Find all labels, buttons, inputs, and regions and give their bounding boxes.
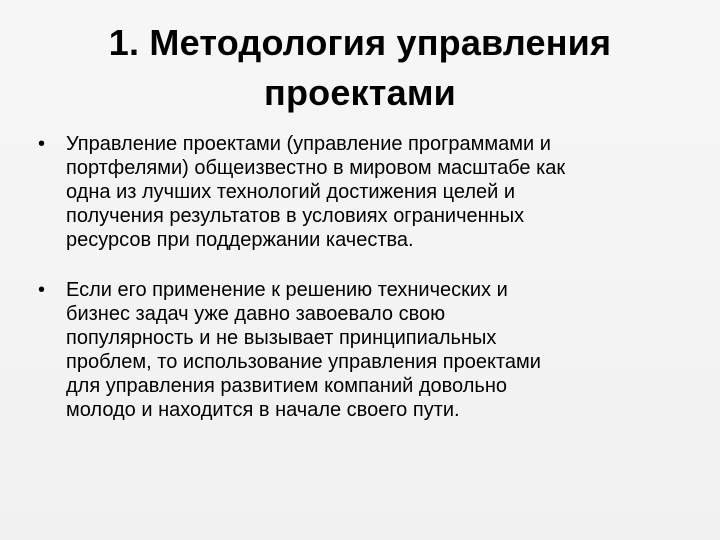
- bullet-text-line: одна из лучших технологий достижения целей и: [66, 181, 516, 203]
- bullet-marker: •: [38, 133, 46, 155]
- bullet-item: [32, 278, 702, 422]
- bullet-text-line: молодо и находится в начале своего пути.: [66, 399, 460, 421]
- bullet-text-line: бизнес задач уже давно завоевало свою: [66, 303, 446, 325]
- slide-title-line: 1. Методология управления: [108, 22, 612, 63]
- bullet-text: [66, 278, 702, 422]
- bullet-text-line: Управление проектами (управление программами и: [66, 133, 551, 155]
- slide-title-line: проектами: [264, 72, 456, 113]
- bullet-text-line: популярность и не вызывает принципиальных: [66, 327, 497, 349]
- bullet-item: [32, 132, 702, 252]
- bullet-marker: •: [38, 279, 46, 301]
- bullet-text-line: ресурсов при поддержании качества.: [66, 229, 414, 251]
- bullet-text-line: проблем, то использование управления проектами: [66, 351, 541, 373]
- bullet-text-line: Если его применение к решению технических и: [66, 279, 508, 301]
- bullet-text-line: для управления развитием компаний довольно: [66, 375, 507, 397]
- bullet-text-line: получения результатов в условиях ограниченных: [66, 205, 525, 227]
- bullet-text-line: портфелями) общеизвестно в мировом масштабе как: [66, 157, 566, 179]
- bullet-list: [32, 132, 702, 448]
- bullet-text: [66, 132, 702, 252]
- slide-title: [0, 18, 720, 118]
